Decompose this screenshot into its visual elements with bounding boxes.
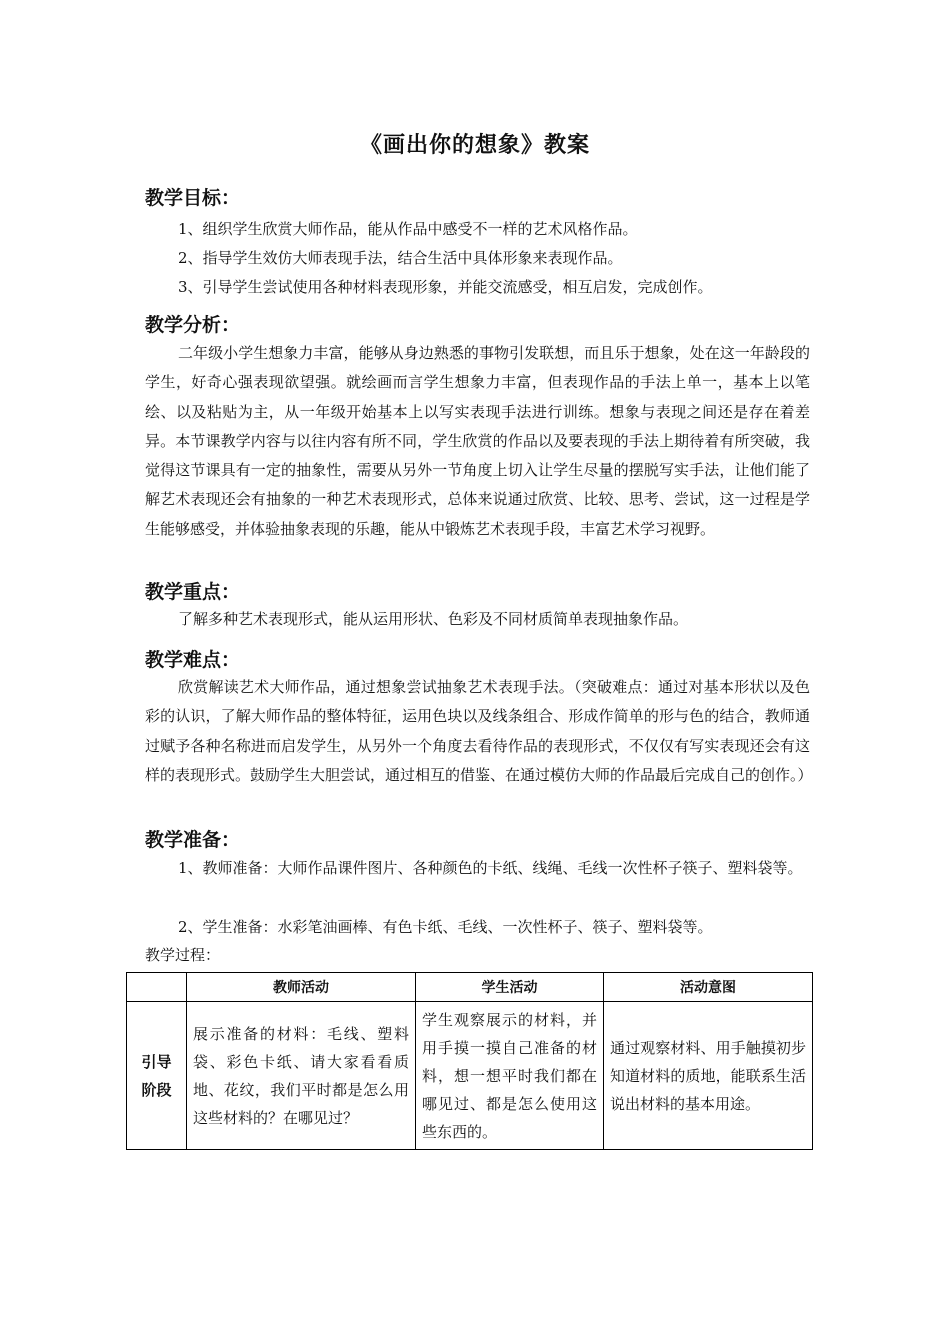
difficulties-heading: 教学难点： [145, 649, 241, 671]
stage-cell [127, 1002, 187, 1150]
stage-label: 引导阶段 [141, 1052, 172, 1099]
key-points-paragraph: 了解多种艺术表现形式，能从运用形状、色彩及不同材质简单表现抽象作品。 [178, 610, 689, 628]
table-row [127, 1002, 813, 1150]
document-title: 《画出你的想象》教案 [359, 132, 590, 158]
objectives-heading: 教学目标： [145, 187, 241, 209]
column-header: 教师活动 [187, 973, 416, 1002]
analysis-heading: 教学分析： [145, 314, 241, 336]
column-header: 活动意图 [604, 973, 813, 1002]
teacher-activity-cell: 展示准备的材料：毛线、塑料袋、彩色卡纸、请大家看看质地、花纹，我们平时都是怎么用这些材料的？在哪见过？ [187, 1002, 416, 1150]
process-table [126, 972, 813, 1150]
difficulties-paragraph: 欣赏解读艺术大师作品，通过想象尝试抽象艺术表现手法。（突破难点：通过对基本形状以及色彩的认识，了解大师作品的整体特征，运用色块以及线条组合、形成作简单的形与色的结合，教师通过赋予各种名称进而启发学生，从另外一个角度去看待作品的表现形式，不仅仅有写实表现还会有这样的表现形式。鼓励学生大胆尝试，通过相互的借鉴、在通过模仿大师的作品最后完成自己的创作。） [145, 678, 813, 784]
table-header-row [127, 973, 813, 1002]
objective-item: 3、引导学生尝试使用各种材料表现形象，并能交流感受，相互启发，完成创作。 [178, 278, 713, 296]
column-header: 学生活动 [416, 973, 604, 1002]
objective-item: 1、组织学生欣赏大师作品，能从作品中感受不一样的艺术风格作品。 [178, 220, 638, 238]
column-header [127, 973, 187, 1002]
process-label: 教学过程： [145, 946, 221, 964]
teacher-preparation: 1、教师准备：大师作品课件图片、各种颜色的卡纸、线绳、毛线一次性杯子筷子、塑料袋等。 [178, 859, 803, 877]
student-preparation: 2、学生准备：水彩笔油画棒、有色卡纸、毛线、一次性杯子、筷子、塑料袋等。 [178, 918, 713, 936]
key-points-heading: 教学重点： [145, 581, 241, 603]
student-activity-cell: 学生观察展示的材料，并用手摸一摸自己准备的材料，想一想平时我们都在哪见过、都是怎么使用这些东西的。 [416, 1002, 604, 1150]
preparation-heading: 教学准备： [145, 829, 241, 851]
analysis-paragraph: 二年级小学生想象力丰富，能够从身边熟悉的事物引发联想，而且乐于想象，处在这一年龄段的学生，好奇心强表现欲望强。就绘画而言学生想象力丰富，但表现作品的手法上单一，基本上以笔绘、以及粘贴为主，从一年级开始基本上以写实表现手法进行训练。想象与表现之间还是存在着差异。本节课教学内容与以往内容有所不同，学生欣赏的作品以及要表现的手法上期待着有所突破，我觉得这节课具有一定的抽象性，需要从另外一节角度上切入让学生尽量的摆脱写实手法，让他们能了解艺术表现还会有抽象的一种艺术表现形式，总体来说通过欣赏、比较、思考、尝试，这一过程是学生能够感受，并体验抽象表现的乐趣，能从中锻炼艺术表现手段，丰富艺术学习视野。 [145, 344, 810, 538]
objective-item: 2、指导学生效仿大师表现手法，结合生活中具体形象来表现作品。 [178, 249, 623, 267]
intent-cell: 通过观察材料、用手触摸初步知道材料的质地，能联系生活说出材料的基本用途。 [604, 1002, 813, 1150]
